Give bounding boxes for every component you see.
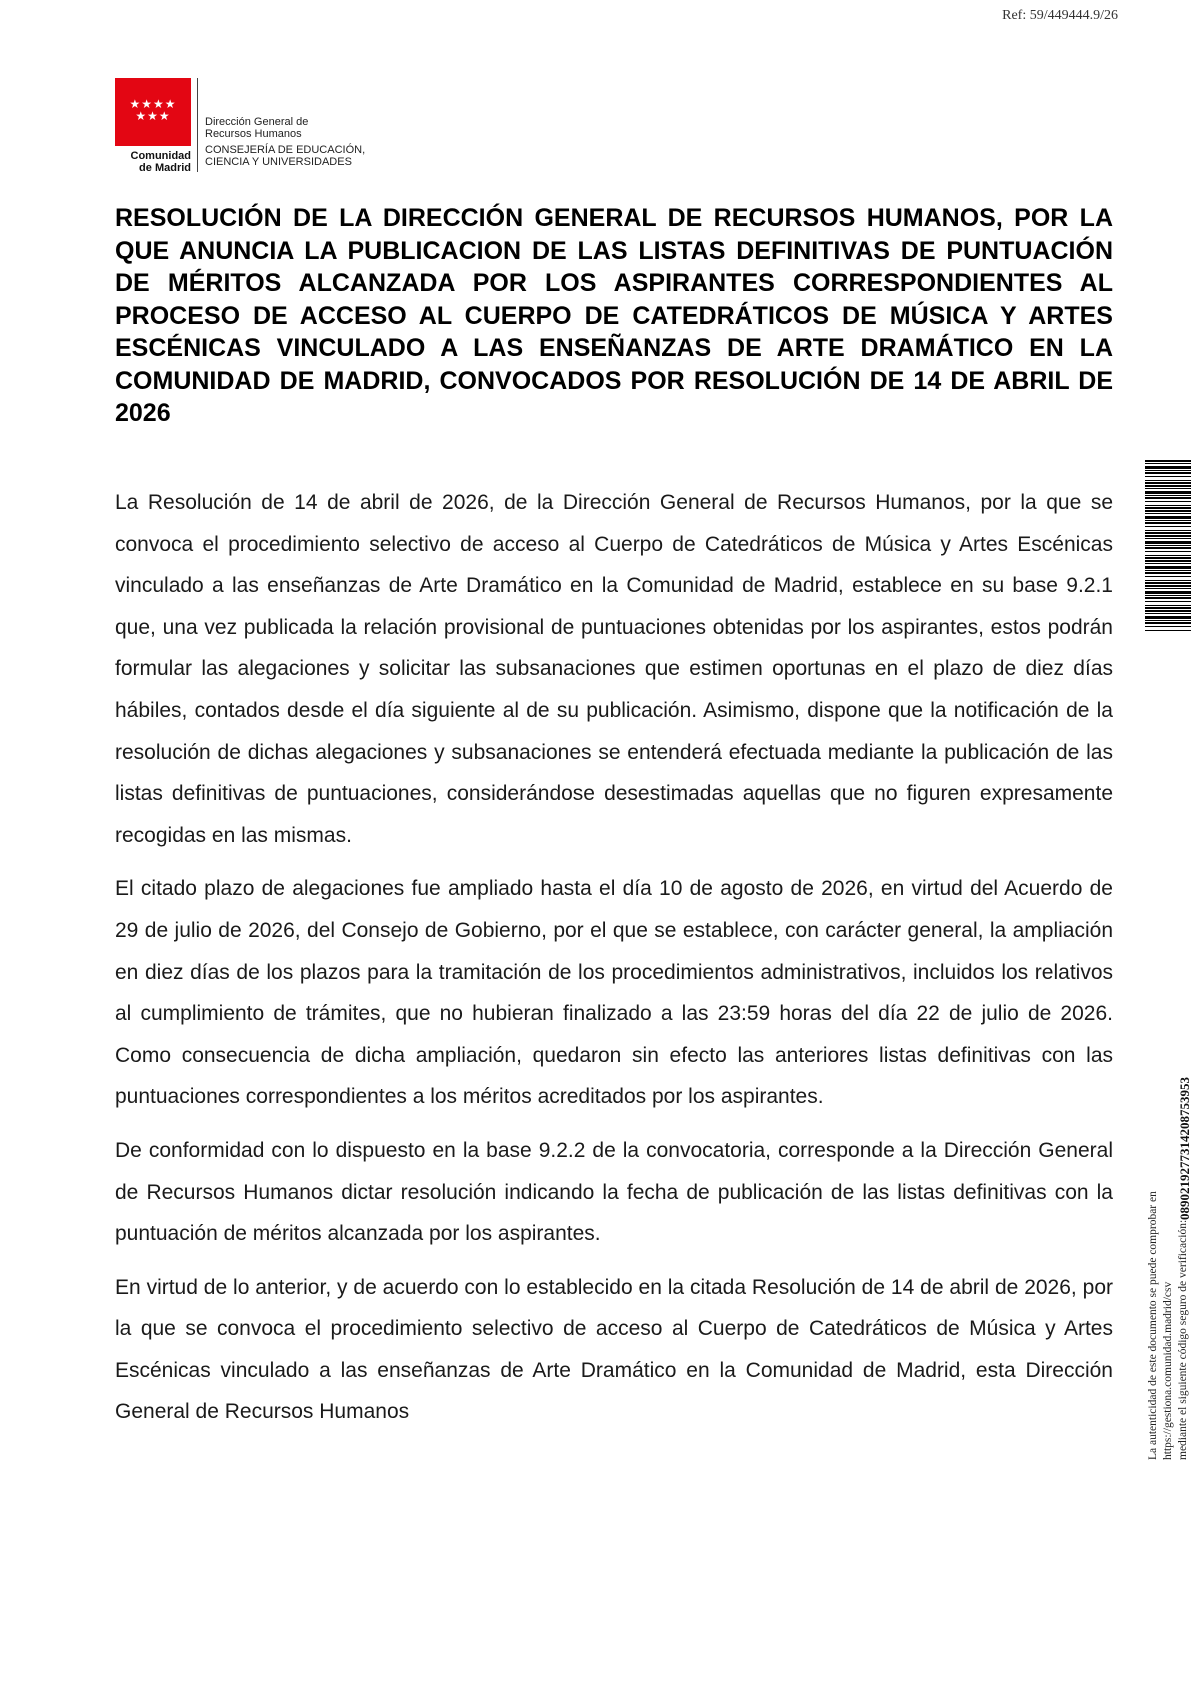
paragraph: En virtud de lo anterior, y de acuerdo con lo establecido en la citada Resolución de 14 de abril de 2026, por la que se convoca el procedimiento selectivo de acceso al Cuerpo de Catedráticos de Música y Artes Escénicas vinculado a las enseñanzas de Arte Dramático en la Comunidad de Madrid, esta Dirección General de Recursos Humanos [115,1275,1113,1424]
ministry-line1: CONSEJERÍA DE EDUCACIÓN, [205,144,366,156]
verification-code: 0890219277314208753953 [1177,1077,1192,1220]
madrid-flag-icon [115,78,191,146]
paragraph: La Resolución de 14 de abril de 2026, de la Dirección General de Recursos Humanos, por la que se convoca el procedimiento selectivo de acceso al Cuerpo de Catedráticos de Música y Artes Escénicas vinculado a las enseñanzas de Arte Dramático en la Comunidad de Madrid, establece en su base 9.2.1 que, una vez publicada la relación provisional de puntuaciones obtenidas por los aspirantes, estos podrán formular las alegaciones y solicitar las subsanaciones que estimen oportunas en el plazo de diez días hábiles, contados desde el día siguiente al de su publicación. Asimismo, dispone que la notificación de la resolución de dichas alegaciones y subsanaciones se entenderá efectuada mediante la publicación de las listas definitivas de puntuaciones, considerándose desestimadas aquellas que no figuren expresamente recogidas en las mismas. [115,491,1113,847]
logo-name [115,150,191,174]
stars-icon: ★★★★ ★★★ [129,97,177,123]
logo-name-line1: Comunidad [130,150,191,162]
department-line2: Recursos Humanos [205,128,302,140]
department-line1: Dirección General de [205,116,309,128]
logo-divider [197,78,198,172]
verification-sidebar [1143,460,1192,1460]
verification-line3: mediante el siguiente código seguro de verificación: [1177,1219,1189,1460]
verification-line1: La autenticidad de este documento se puede comprobar en [1147,1191,1159,1460]
paragraph: De conformidad con lo dispuesto en la base 9.2.2 de la convocatoria, corresponde a la Dirección General de Recursos Humanos dictar resolución indicando la fecha de publicación de las listas definitivas con la puntuación de méritos alcanzada por los aspirantes. [115,1138,1113,1246]
document-reference: Ref: 59/449444.9/26 [1002,8,1118,23]
document-title: RESOLUCIÓN DE LA DIRECCIÓN GENERAL DE RECURSOS HUMANOS, POR LA QUE ANUNCIA LA PUBLICACION DE LAS LISTAS DEFINITIVAS DE PUNTUACIÓN DE MÉRITOS ALCANZADA POR LOS ASPIRANTES CORRESPONDIENTES AL PROCESO DE ACCESO AL CUERPO DE CATEDRÁTICOS DE MÚSICA Y ARTES ESCÉNICAS VINCULADO A LAS ENSEÑANZAS DE ARTE DRAMÁTICO EN LA COMUNIDAD DE MADRID, CONVOCADOS POR RESOLUCIÓN DE 14 DE ABRIL DE 2026 [115,204,1113,427]
ministry-line2: CIENCIA Y UNIVERSIDADES [205,156,352,168]
barcode-icon [1145,460,1191,632]
logo-name-line2: de Madrid [139,162,191,174]
comunidad-de-madrid-logo [115,78,191,172]
verification-line2: https://gestiona.comunidad.madrid/csv [1162,1281,1174,1460]
department-block [205,116,365,168]
paragraph: El citado plazo de alegaciones fue ampliado hasta el día 10 de agosto de 2026, en virtud del Acuerdo de 29 de julio de 2026, del Consejo de Gobierno, por el que se establece, con carácter general, la ampliación en diez días de los plazos para la tramitación de los procedimientos administrativos, incluidos los relativos al cumplimiento de trámites, que no hubieran finalizado a las 23:59 horas del día 22 de julio de 2026. Como consecuencia de dicha ampliación, quedaron sin efecto las anteriores listas definitivas con las puntuaciones correspondientes a los méritos acreditados por los aspirantes. [115,877,1113,1109]
document-body [115,482,1113,1445]
